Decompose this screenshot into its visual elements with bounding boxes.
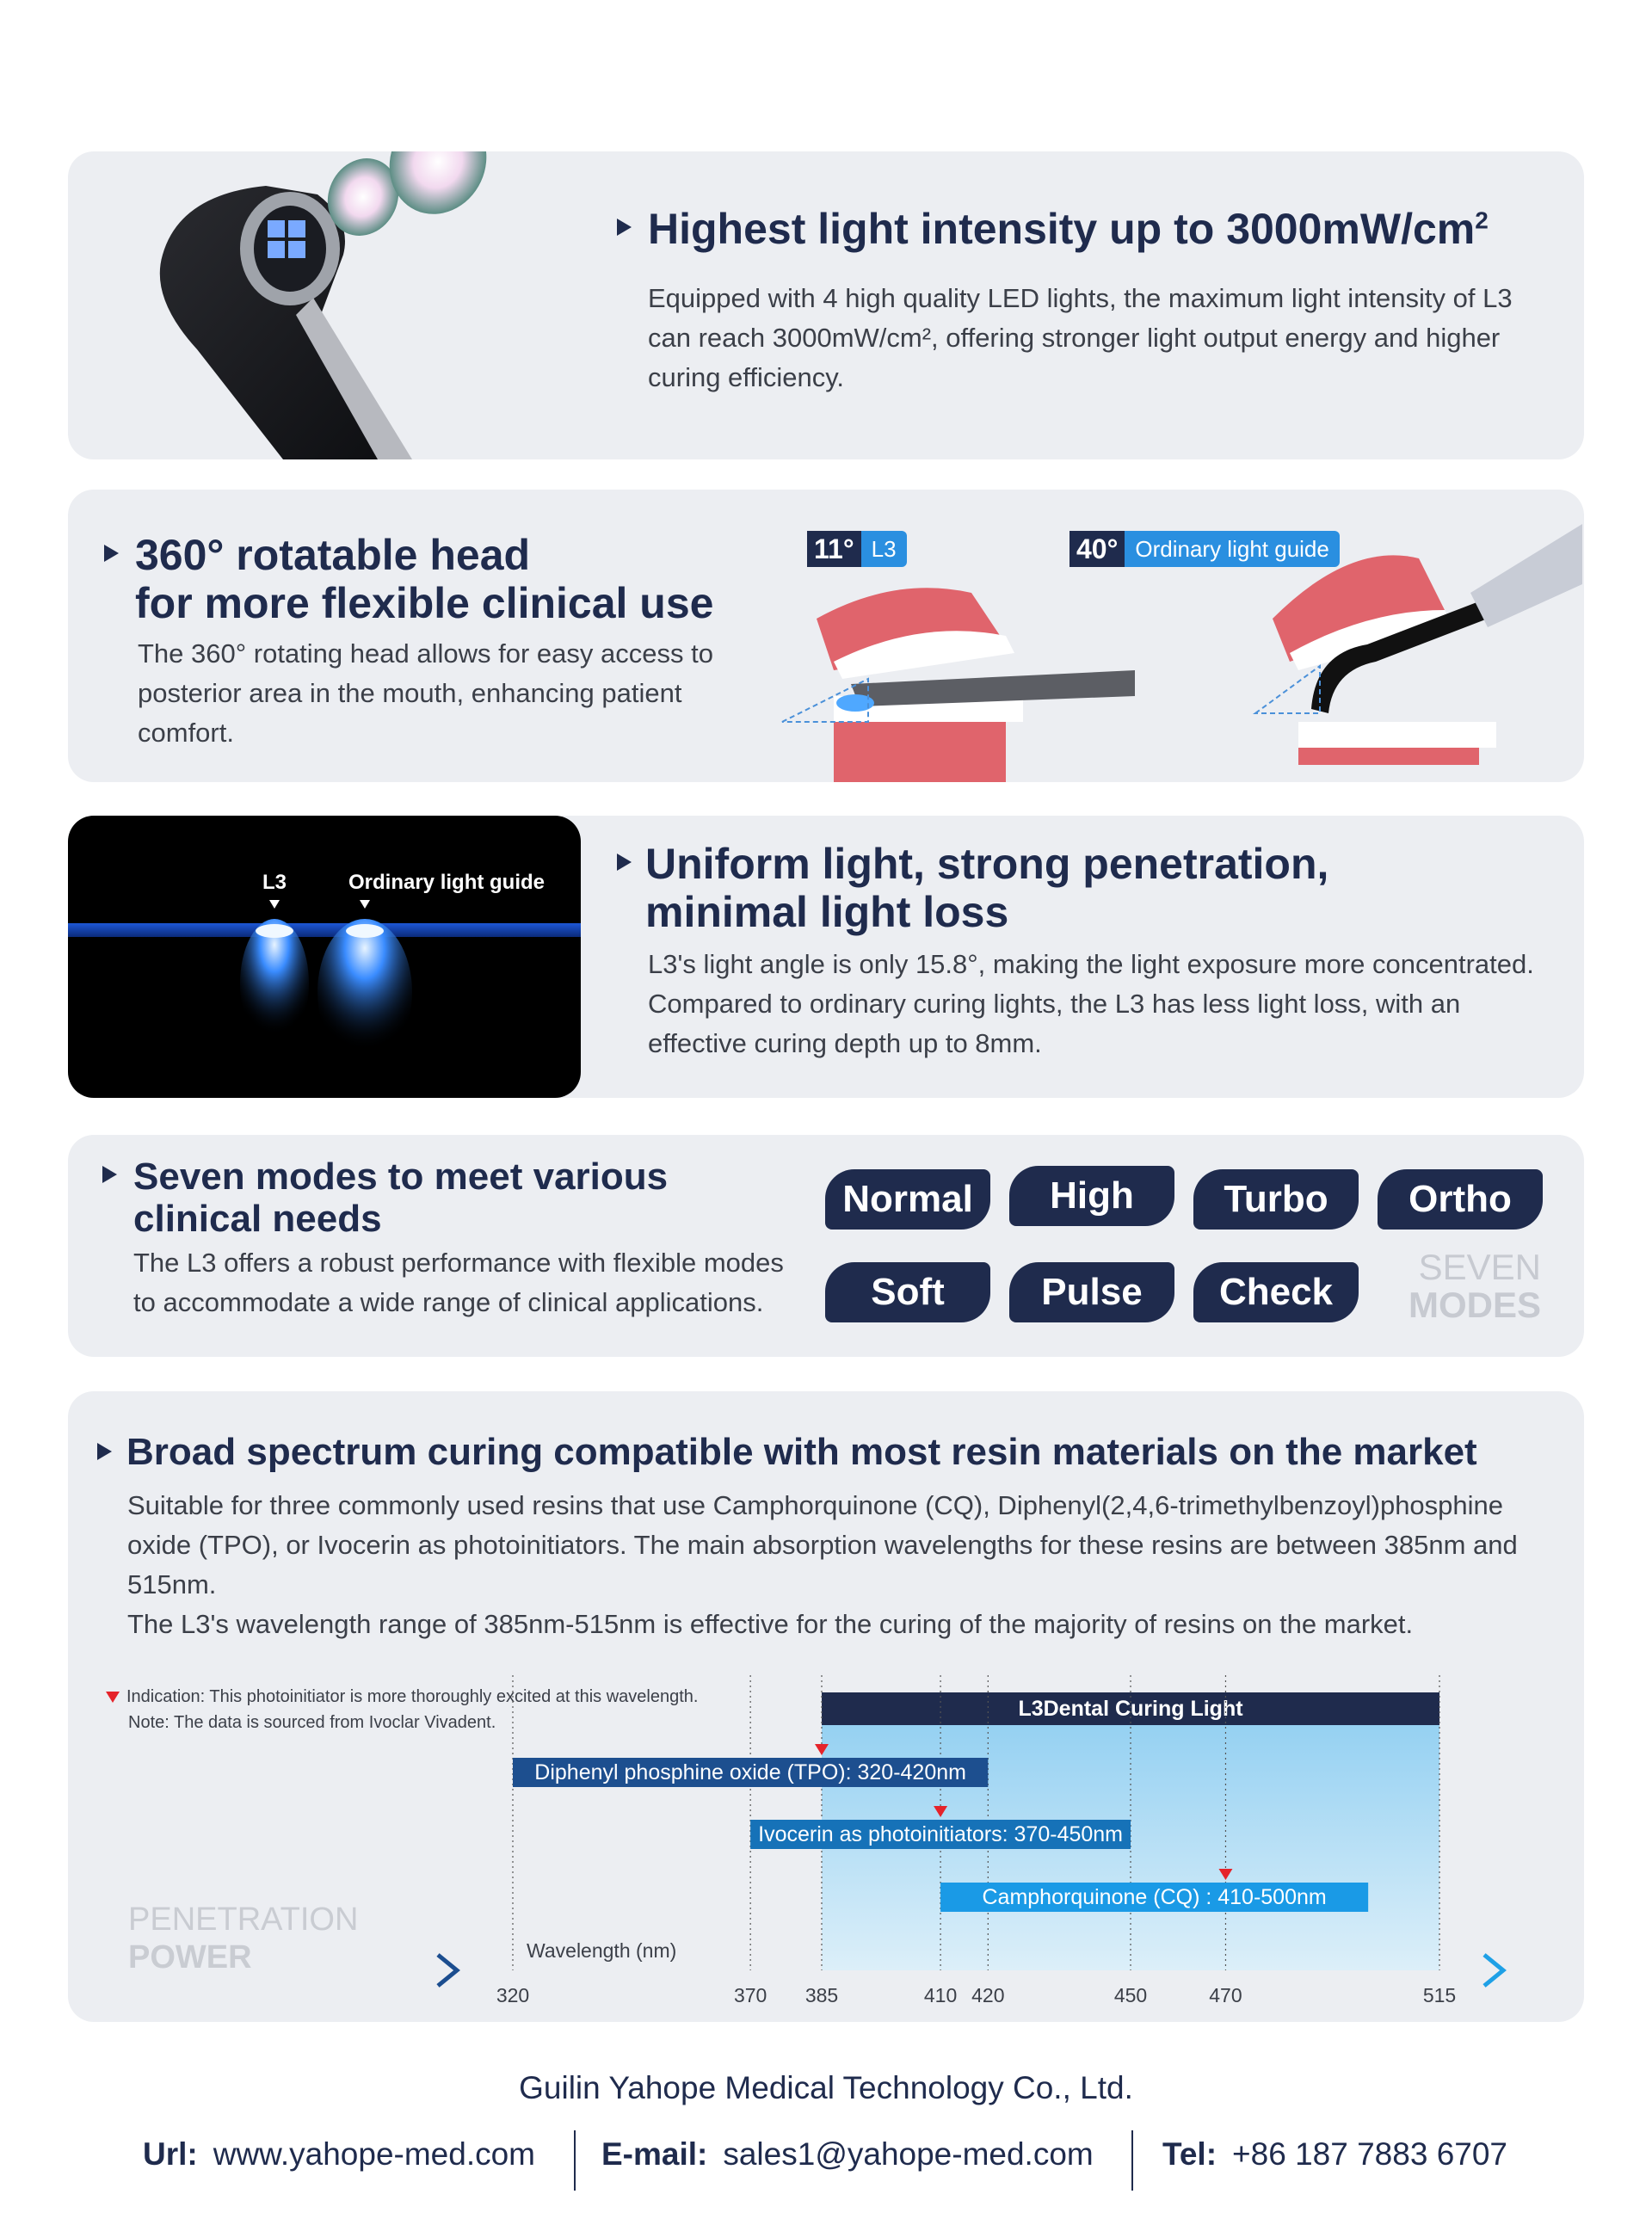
email-link[interactable]: sales1@yahope-med.com xyxy=(723,2136,1094,2172)
footer-divider xyxy=(1131,2130,1133,2191)
feature-card-rotatable-head xyxy=(68,490,1584,782)
card1-title: Highest light intensity up to $3000mW/cm^2$ xyxy=(648,205,1489,253)
url-link[interactable]: www.yahope-med.com xyxy=(213,2136,535,2172)
bullet-triangle-icon xyxy=(617,854,632,871)
card5-title: Broad spectrum curing compatible with most resin materials on the market xyxy=(126,1431,1477,1473)
bullet-triangle-icon xyxy=(104,545,119,562)
card4-body: The L3 offers a robust performance with flexible modes to accommodate a wide range of clinical applications. xyxy=(133,1248,784,1317)
company-name: Guilin Yahope Medical Technology Co., Ltd. xyxy=(519,2070,1133,2105)
light-penetration-photo xyxy=(68,816,581,1098)
light-beams-graphic xyxy=(68,816,581,1098)
photo-label-l3: L3 xyxy=(262,871,287,894)
x-tick-label: 470 xyxy=(1209,1984,1242,2006)
card2-body: The 360° rotating head allows for easy access to posterior area in the mouth, enhancing patient comfort. xyxy=(138,638,713,748)
mode-high: High xyxy=(1009,1166,1174,1226)
wavelength-range-chart xyxy=(68,1391,1584,2022)
mode-ortho: Ortho xyxy=(1378,1169,1543,1230)
chart-notes: Indication: This photoinitiator is more thoroughly excited at this wavelength. Note: The data is sourced from Ivoclar Vivadent. xyxy=(106,1684,698,1735)
teeth-illustration-l3 xyxy=(765,567,1135,782)
card1-body: Equipped with 4 high quality LED lights, the maximum light intensity of L3 can reach 3000mW/cm², offering stronger light output energy and higher curing efficiency. xyxy=(648,283,1513,392)
x-tick-label: 420 xyxy=(971,1984,1005,2006)
card3-title: Uniform light, strong penetration, minimal light loss xyxy=(645,840,1328,936)
mode-check: Check xyxy=(1193,1262,1359,1322)
x-tick-label: 515 xyxy=(1422,1984,1457,2006)
mode-soft: Soft xyxy=(825,1262,990,1322)
footer-url: Url: www.yahope-med.com xyxy=(143,2136,535,2172)
range-bar-label: Ivocerin as photoinitiators: 370-450nm xyxy=(758,1822,1124,1846)
penetration-power-watermark: PENETRATION POWER xyxy=(128,1901,359,1975)
angle-tag-l3: 11° L3 xyxy=(807,531,907,567)
mode-turbo: Turbo xyxy=(1193,1169,1359,1230)
x-tick-label: 410 xyxy=(923,1984,958,2006)
card4-title: Seven modes to meet various clinical needs xyxy=(133,1156,668,1241)
footer-email: E-mail: sales1@yahope-med.com xyxy=(601,2136,1094,2172)
seven-modes-watermark: SEVEN MODES xyxy=(1408,1247,1541,1325)
mode-normal: Normal xyxy=(825,1169,990,1230)
range-bar-label: Camphorquinone (CQ) : 410-500nm xyxy=(982,1885,1327,1909)
x-tick-label: 385 xyxy=(804,1984,839,2006)
x-tick-label: 370 xyxy=(733,1984,767,2006)
footer-tel: Tel: +86 187 7883 6707 xyxy=(1162,2136,1508,2172)
mode-pulse: Pulse xyxy=(1009,1262,1174,1322)
tel-link[interactable]: +86 187 7883 6707 xyxy=(1232,2136,1508,2172)
feature-card-broad-spectrum xyxy=(68,1391,1584,2022)
footer-divider xyxy=(574,2130,576,2191)
feature-card-seven-modes xyxy=(68,1135,1584,1357)
contact-row xyxy=(0,2130,1652,2191)
card2-title: 360° rotatable head for more flexible clinical use xyxy=(135,531,713,627)
x-tick-label: 450 xyxy=(1113,1984,1148,2006)
device-range-label: L3Dental Curing Light xyxy=(1018,1697,1243,1721)
x-tick-label: 320 xyxy=(496,1984,530,2006)
photo-label-ordinary: Ordinary light guide xyxy=(348,871,546,894)
bullet-triangle-icon xyxy=(617,219,632,236)
bullet-triangle-icon xyxy=(102,1166,117,1183)
feature-card-intensity xyxy=(68,151,1584,459)
x-axis-label: Wavelength (nm) xyxy=(527,1939,677,1962)
card3-body: L3's light angle is only 15.8°, making the light exposure more concentrated. Compared to ordinary curing lights, the L3 has less light loss, with an effective curing depth up to 8mm. xyxy=(648,949,1534,1058)
teeth-illustration-ordinary xyxy=(1221,507,1582,765)
card5-body: Suitable for three commonly used resins that use Camphorquinone (CQ), Diphenyl(2,4,6-trimethylbenzoyl)phosphine oxide (TPO), or Ivocerin as photoinitiators. The main absorption wavelengths for these resins are between 385nm and 515nm. The L3's wavelength range of 385nm-515nm is effective for the curing of the majority of resins on the market. xyxy=(127,1490,1518,1639)
range-bar-label: Diphenyl phosphine oxide (TPO): 320-420nm xyxy=(534,1760,966,1784)
curing-light-head-image xyxy=(68,151,601,459)
angle-tag-ordinary: 40° Ordinary light guide xyxy=(1069,531,1340,567)
